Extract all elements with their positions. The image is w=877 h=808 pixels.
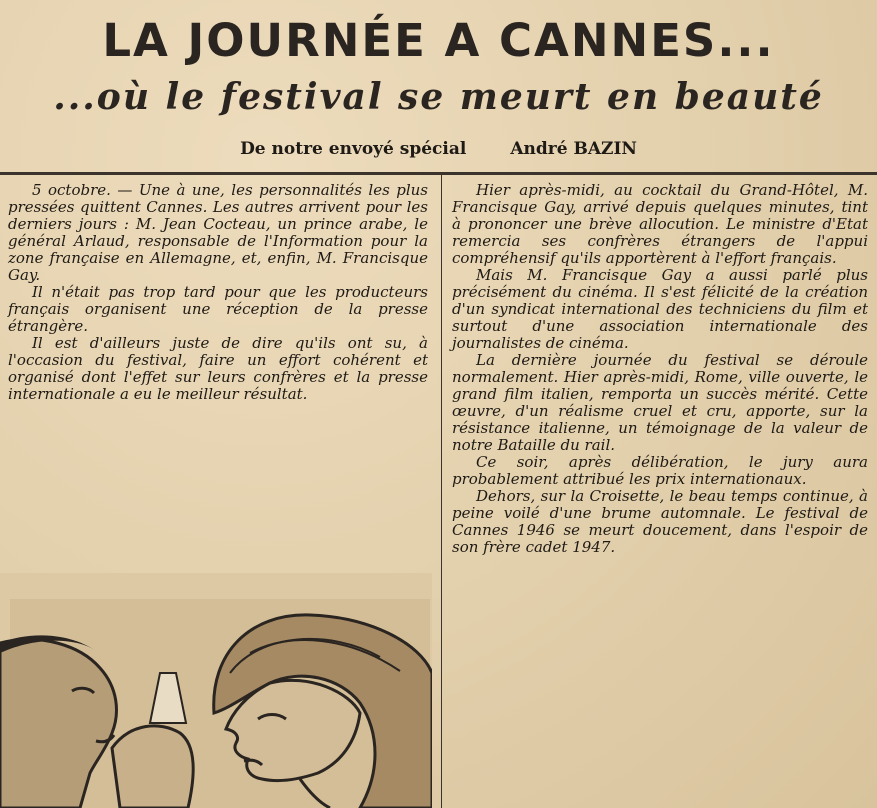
- illustration-drawing: [0, 573, 432, 808]
- paragraph: Ce soir, après délibération, le jury aura probablement attribué les prix internationaux.: [452, 453, 868, 488]
- byline-author: André BAZIN: [510, 139, 637, 159]
- paragraph: Dehors, sur la Croisette, le beau temps continue, à peine voilé d'une brume automnale. Le festival de Cannes 1946 se meurt doucement, dans l'espoir de son frère cadet 1947.: [452, 487, 868, 556]
- paragraph: Hier après-midi, au cocktail du Grand-Hôtel, M. Francisque Gay, arrivé depuis quelques minutes, tint à prononcer une brève allocution. Le ministre d'Etat remercia ses confrères étrangers de l'appui compréhensif qu'ils apportèrent à l'effort français.: [452, 181, 868, 267]
- column-left: [8, 182, 428, 403]
- header-rule: [0, 172, 877, 175]
- paragraph: La dernière journée du festival se déroule normalement. Hier après-midi, Rome, ville ouverte, le grand film italien, remporta un succès mérité. Cette œuvre, d'un réalisme cruel et cru, apporte, sur la résistance italienne, un témoignage de la valeur de notre Bataille du rail.: [452, 351, 868, 454]
- subheadline: ...où le festival se meurt en beauté: [53, 76, 824, 118]
- column-right: [452, 182, 868, 556]
- paragraph: Il est d'ailleurs juste de dire qu'ils ont su, à l'occasion du festival, faire un effort cohérent et organisé dont l'effet sur leurs confrères et la presse internationale a eu le meilleur résultat.: [8, 334, 428, 403]
- byline-prefix: De notre envoyé spécial: [240, 139, 467, 159]
- byline: [0, 139, 877, 159]
- illustration: [0, 573, 432, 808]
- paragraph: 5 octobre. — Une à une, les personnalités les plus pressées quittent Cannes. Les autres arrivent pour les derniers jours : M. Jean Cocteau, un prince arabe, le général Arlaud, responsable de l'Information pour la zone française en Allemagne, et, enfin, M. Francisque Gay.: [8, 181, 428, 284]
- paragraph: Il n'était pas trop tard pour que les producteurs français organisent une réception de la presse étrangère.: [8, 283, 428, 335]
- column-divider: [441, 175, 442, 808]
- headline: LA JOURNÉE A CANNES...: [102, 14, 775, 67]
- paragraph: Mais M. Francisque Gay a aussi parlé plus précisément du cinéma. Il s'est félicité de la création d'un syndicat international des techniciens du film et surtout d'une association internationale des journalistes de cinéma.: [452, 266, 868, 352]
